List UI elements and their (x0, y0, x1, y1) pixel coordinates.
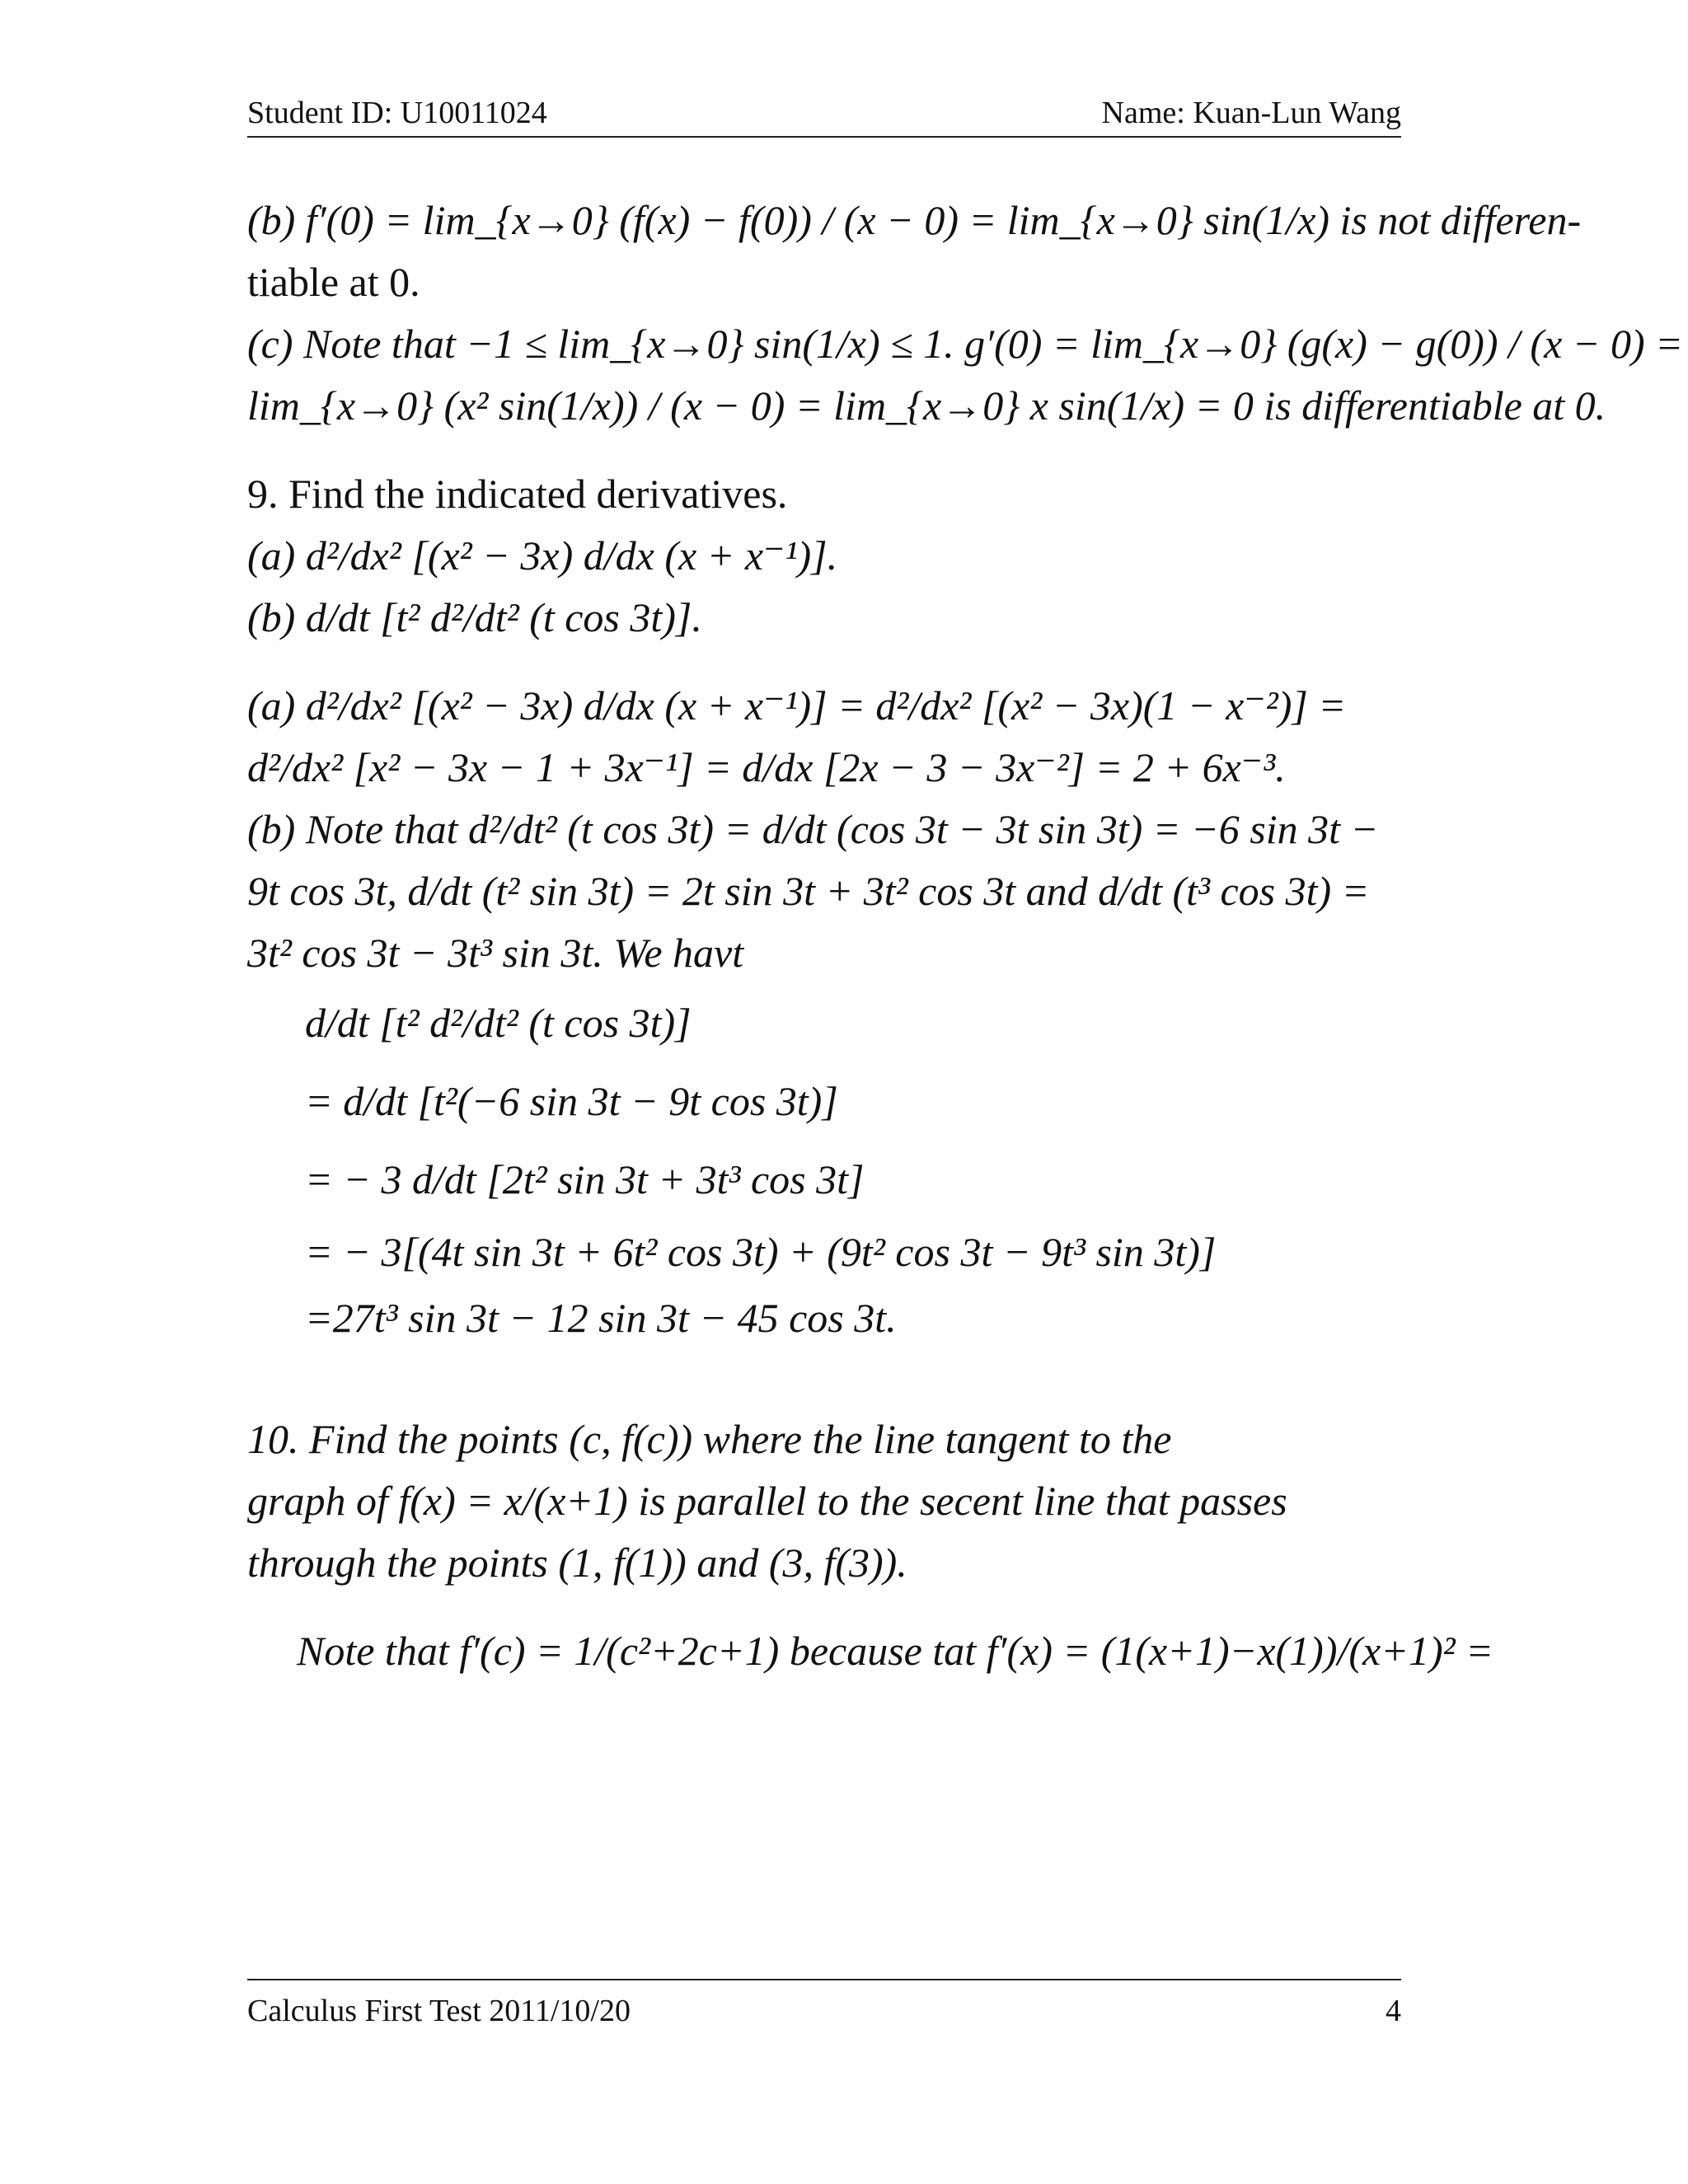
solution-9b-line-3: 3t² cos 3t − 3t³ sin 3t. We havt (247, 930, 744, 976)
solution-9a-line-1: (a) d²/dx² [(x² − 3x) d/dx (x + x⁻¹)] = d²/dx² [(x² − 3x)(1 − x⁻²)] = (247, 682, 1347, 729)
derivation-line-1: d/dt [t² d²/dt² (t cos 3t)] (305, 1000, 692, 1046)
question-9a: (a) d²/dx² [(x² − 3x) d/dx (x + x⁻¹)]. (247, 532, 838, 579)
question-10-line-2: graph of f(x) = x/(x+1) is parallel to the secent line that passes (247, 1478, 1287, 1524)
derivation-line-2: = d/dt [t²(−6 sin 3t − 9t cos 3t)] (305, 1078, 838, 1124)
question-10-line-1: 10. Find the points (c, f(c)) where the line tangent to the (247, 1416, 1172, 1462)
student-id: Student ID: U10011024 (247, 96, 547, 130)
question-9b: (b) d/dt [t² d²/dt² (t cos 3t)]. (247, 594, 702, 640)
page-body (247, 190, 1683, 1682)
solution-9b-line-1: (b) Note that d²/dt² (t cos 3t) = d/dt (cos 3t − 3t sin 3t) = −6 sin 3t − (247, 806, 1379, 852)
solution-10-line-1: Note that f′(c) = 1/(c²+2c+1) because tat f′(x) = (1(x+1)−x(1))/(x+1)² = (297, 1628, 1493, 1674)
page-header (247, 95, 1401, 139)
derivation-line-5: =27t³ sin 3t − 12 sin 3t − 45 cos 3t. (305, 1295, 897, 1341)
part-8c-line-2: lim_{x→0} (x² sin(1/x)) / (x − 0) = lim_{x→0} x sin(1/x) = 0 is differentiable at 0. (247, 382, 1606, 429)
part-8b-line-2: tiable at 0. (247, 259, 420, 305)
solution-9a-line-2: d²/dx² [x² − 3x − 1 + 3x⁻¹] = d/dx [2x − 3 − 3x⁻²] = 2 + 6x⁻³. (247, 744, 1286, 790)
part-8b-line-1: (b) f′(0) = lim_{x→0} (f(x) − f(0)) / (x − 0) = lim_{x→0} sin(1/x) is not differen- (247, 197, 1582, 243)
derivation-line-4: = − 3[(4t sin 3t + 6t² cos 3t) + (9t² cos 3t − 9t³ sin 3t)] (305, 1229, 1217, 1275)
page-footer (247, 1993, 1401, 2029)
header-rule (247, 136, 1401, 138)
student-name: Name: Kuan-Lun Wang (1101, 96, 1401, 130)
footer-test-title: Calculus First Test 2011/10/20 (247, 1994, 631, 2028)
derivation (247, 984, 1401, 1351)
question-9-title: 9. Find the indicated derivatives. (247, 471, 788, 517)
footer-rule (247, 1979, 1401, 1980)
derivation-line-3: = − 3 d/dt [2t² sin 3t + 3t³ cos 3t] (305, 1156, 865, 1202)
question-10-line-3: through the points (1, f(1)) and (3, f(3)). (247, 1540, 907, 1586)
part-8c-line-1: (c) Note that −1 ≤ lim_{x→0} sin(1/x) ≤ 1. g′(0) = lim_{x→0} (g(x) − g(0)) / (x − 0) = (247, 321, 1683, 367)
page-number: 4 (1386, 1994, 1401, 2028)
solution-9b-line-2: 9t cos 3t, d/dt (t² sin 3t) = 2t sin 3t + 3t² cos 3t and d/dt (t³ cos 3t) = (247, 868, 1370, 914)
